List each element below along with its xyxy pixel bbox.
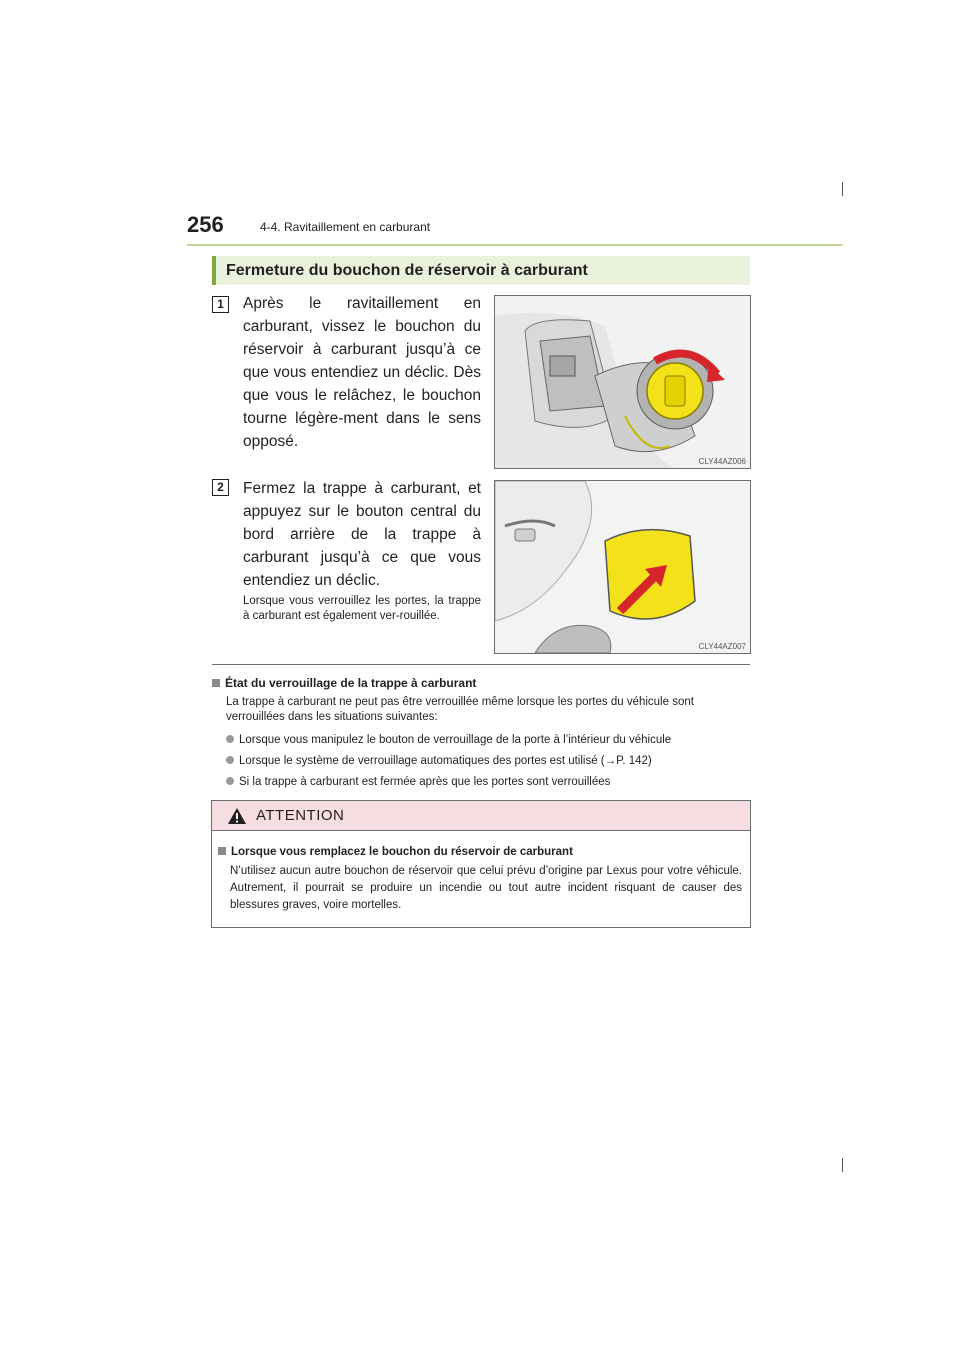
info-bullet-3 [226, 775, 750, 790]
bullet-dot-icon [226, 756, 234, 764]
warning-item-text: N’utilisez aucun autre bouchon de réservoir que celui prévu d’origine par Lexus pour votre véhicule. Autrement, il pourrait se produire un incendie ou tout autre incident risquant de causer des blessures graves, voire mortelles. [230, 865, 742, 911]
figure-code-2: CLY44AZ007 [698, 642, 746, 651]
warning-item-title-text: Lorsque vous remplacez le bouchon du réservoir de carburant [231, 846, 573, 858]
info-title-text: État du verrouillage de la trappe à carburant [225, 676, 477, 690]
info-bullet-1-text: Lorsque vous manipulez le bouton de verrouillage de la porte à l’intérieur du véhicule [239, 734, 672, 746]
header-rule [187, 244, 843, 246]
step-1-text: Après le ravitaillement en carburant, vissez le bouchon du réservoir à carburant jusqu’à ce que vous entendiez un déclic. Dès que vous le relâchez, le bouchon tourne légère-ment dans le sens opposé. [243, 295, 481, 450]
warning-item-title [218, 845, 573, 860]
bullet-dot-icon [226, 735, 234, 743]
square-bullet-icon [218, 847, 226, 855]
step-2-text: Fermez la trappe à carburant, et appuyez sur le bouton central du bord arrière de la trappe à carburant jusqu’à ce que vous entendiez un déclic. [243, 480, 481, 589]
info-title [212, 676, 476, 690]
info-bullet-2 [226, 754, 750, 769]
crop-mark-top [842, 182, 843, 196]
info-bullet-2-text: Lorsque le système de verrouillage automatiques des portes est utilisé (→P. 142) [239, 755, 652, 767]
bullet-dot-icon [226, 777, 234, 785]
fuel-cap-illustration [495, 296, 750, 468]
fuel-door-illustration [495, 481, 750, 653]
step-number-1: 1 [212, 296, 229, 313]
info-bullet-3-text: Si la trappe à carburant est fermée après que les portes sont verrouillées [239, 776, 611, 788]
info-bullet-1 [226, 733, 750, 748]
figure-code-1: CLY44AZ006 [698, 457, 746, 466]
page-number: 256 [187, 212, 224, 237]
figure-fuel-cap [494, 295, 751, 469]
figure-fuel-door [494, 480, 751, 654]
square-bullet-icon [212, 679, 220, 687]
info-paragraph: La trappe à carburant ne peut pas être verrouillée même lorsque les portes du véhicule sont verrouillées dans les situations suivantes: [226, 696, 694, 723]
section-divider [212, 664, 750, 665]
step-number-2: 2 [212, 479, 229, 496]
section-heading: Fermeture du bouchon de réservoir à carburant [212, 256, 750, 285]
crop-mark-bottom [842, 1158, 843, 1172]
warning-triangle-icon [228, 808, 246, 824]
running-header: 4-4. Ravitaillement en carburant [260, 220, 431, 234]
warning-header [212, 801, 750, 831]
warning-box [211, 800, 751, 928]
warning-title: ATTENTION [256, 807, 345, 824]
step-2-note: Lorsque vous verrouillez les portes, la trappe à carburant est également ver-rouillée. [243, 595, 481, 622]
